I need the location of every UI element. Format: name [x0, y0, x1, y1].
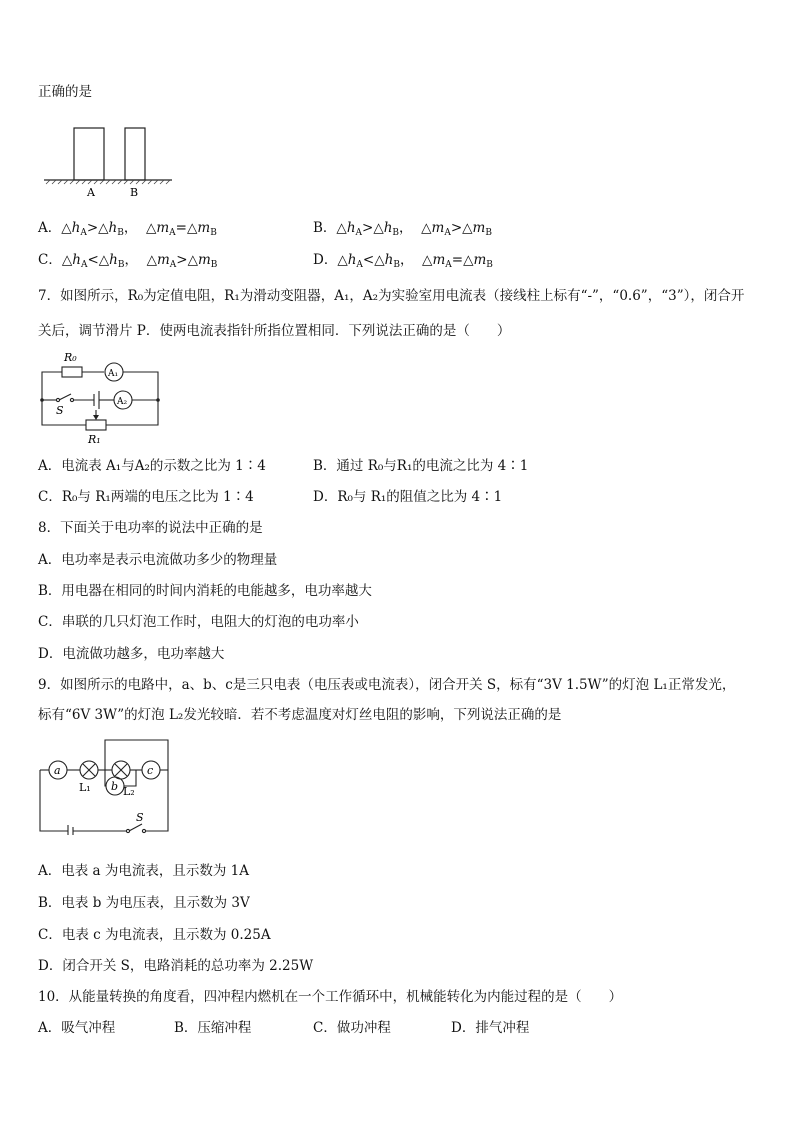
q7-option-c[interactable]: C．R₀与 R₁两端的电压之比为 1∶4: [38, 489, 254, 505]
q8-option-c[interactable]: C．串联的几只灯泡工作时，电阻大的灯泡的电功率小: [38, 614, 359, 630]
label-a2: A₂: [117, 397, 128, 407]
q10-stem: 10．从能量转换的角度看，四冲程内燃机在一个工作循环中，机械能转化为内能过程的是（ ）: [38, 989, 623, 1005]
q6-option-c[interactable]: C．$\triangle h_A<\triangle h_B$， $\triangle m_A>\triangle m_B$: [38, 252, 218, 270]
q7-stem-line1: 7．如图所示，R₀为定值电阻，R₁为滑动变阻器，A₁，A₂为实验室用电流表（接线柱上标有“-”，“0.6”，“3”），闭合开: [38, 288, 745, 304]
q10-option-d[interactable]: D．排气冲程: [451, 1020, 530, 1036]
blocks-figure: [40, 122, 175, 200]
q7-option-d[interactable]: D．R₀与 R₁的阻值之比为 4∶1: [313, 489, 503, 505]
q8-option-a[interactable]: A．电功率是表示电流做功多少的物理量: [38, 552, 278, 568]
question-fragment: 正确的是: [38, 84, 92, 100]
label-l1: L₁: [79, 781, 91, 794]
ground-hatch: [46, 180, 170, 184]
rheostat-r1: [86, 420, 106, 430]
label-c: c: [147, 764, 154, 777]
q10-option-c[interactable]: C．做功冲程: [313, 1020, 391, 1036]
q7-option-a[interactable]: A．电流表 A₁与A₂的示数之比为 1∶4: [38, 458, 266, 474]
label-l2: L₂: [123, 785, 135, 798]
q7-option-b[interactable]: B．通过 R₀与R₁的电流之比为 4∶1: [313, 458, 529, 474]
q9-stem-line1: 9．如图所示的电路中，a、b、c是三只电表（电压表或电流表），闭合开关 S，标有“3V 1.5W”的灯泡 L₁正常发光，: [38, 677, 736, 693]
q6-option-a[interactable]: A．$\triangle h_A>\triangle h_B$， $\triangle m_A=\triangle m_B$: [38, 220, 217, 238]
q7-stem-line2: 关后，调节滑片 P．使两电流表指针所指位置相同．下列说法正确的是（ ）: [38, 323, 511, 339]
q10-option-b[interactable]: B．压缩冲程: [174, 1020, 252, 1036]
q9-circuit-figure: [38, 735, 174, 835]
q6-option-b[interactable]: B．$\triangle h_A>\triangle h_B$， $\triangle m_A>\triangle m_B$: [313, 220, 492, 238]
q10-option-a[interactable]: A．吸气冲程: [38, 1020, 116, 1036]
q8-stem: 8．下面关于电功率的说法中正确的是: [38, 520, 263, 536]
label-a1: A₁: [108, 369, 119, 379]
q8-option-d[interactable]: D．电流做功越多，电功率越大: [38, 646, 225, 662]
q8-option-b[interactable]: B．用电器在相同的时间内消耗的电能越多，电功率越大: [38, 583, 372, 599]
q9-option-c[interactable]: C．电表 c 为电流表，且示数为 0.25A: [38, 927, 271, 943]
label-s: S: [136, 811, 144, 824]
block-a: [74, 128, 104, 180]
label-b: b: [111, 780, 119, 793]
q9-option-b[interactable]: B．电表 b 为电压表，且示数为 3V: [38, 895, 250, 911]
resistor-r0: [62, 367, 82, 377]
q9-option-d[interactable]: D．闭合开关 S，电路消耗的总功率为 2.25W: [38, 958, 314, 974]
q7-circuit-figure: [38, 348, 168, 446]
label-r1: R₁: [88, 433, 101, 446]
label-s: S: [56, 404, 64, 417]
label-a: A: [87, 186, 95, 199]
slider-arrow: [93, 415, 99, 420]
q9-option-a[interactable]: A．电表 a 为电流表，且示数为 1A: [38, 863, 250, 879]
label-a: a: [54, 764, 61, 777]
q6-option-d[interactable]: D．$\triangle h_A<\triangle h_B$， $\triangle m_A=\triangle m_B$: [313, 252, 493, 270]
block-b: [125, 128, 145, 180]
label-r0: R₀: [64, 351, 77, 364]
q9-stem-line2: 标有“6V 3W”的灯泡 L₂发光较暗．若不考虑温度对灯丝电阻的影响，下列说法正确的是: [38, 707, 562, 723]
label-b: B: [130, 186, 139, 199]
